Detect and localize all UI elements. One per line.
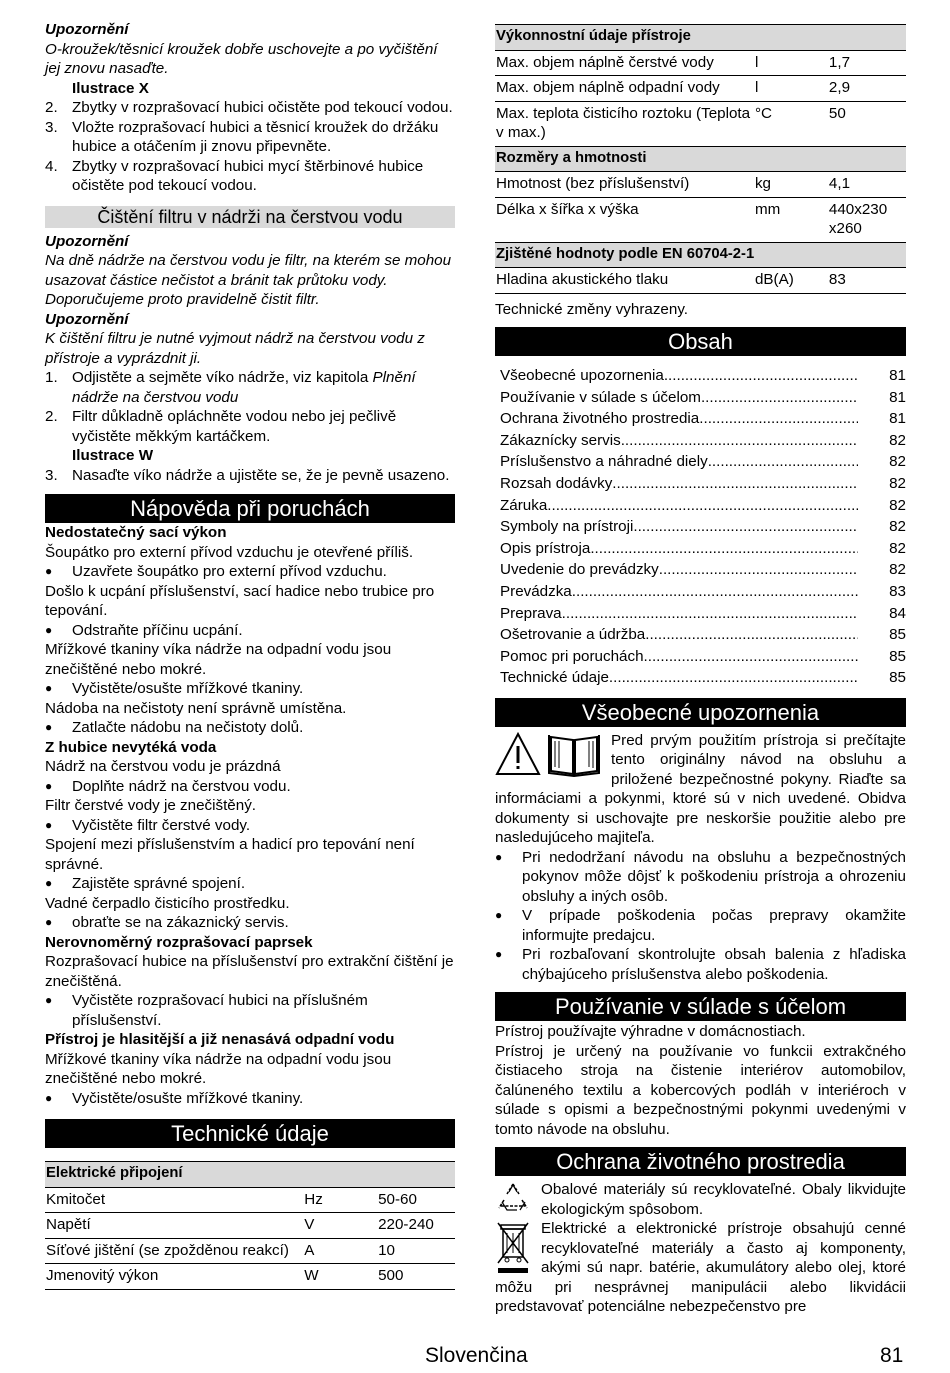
toc-label: Preprava: [500, 604, 562, 622]
toc-label: Ošetrovanie a údržba: [500, 626, 646, 644]
unit-cell: V: [303, 1213, 377, 1239]
value-cell: 1,7: [828, 50, 906, 76]
remedy-item: [45, 913, 455, 933]
table-section-row: [495, 242, 906, 268]
toc-page-number: 85: [889, 626, 906, 644]
toc-entry: [500, 452, 906, 474]
toc-leader-dots: [708, 452, 858, 472]
unit-cell: °C: [754, 101, 828, 146]
remedy-text: Vyčistěte/osušte mřížkové tkaniny.: [72, 1089, 304, 1107]
toc-leader-dots: [664, 366, 858, 386]
toc-entry: [500, 409, 906, 431]
bullet-icon: ●: [495, 908, 503, 923]
remedy-item: [45, 816, 455, 836]
toc-page-number: 82: [889, 496, 906, 514]
intended-use-p2: Prístroj je určený na používanie vo funkcii extrakčného čistiaceho stroja na čistenie interiérov automobilov, čalúneného textilu a kobercových podláh v interiéroch v súlade s opismi a bezpečnostnými pokynmi uvedenými v tomto návode na obsluhu.: [495, 1042, 906, 1138]
recycling-icon: [495, 1180, 531, 1216]
toc-page-number: 81: [889, 388, 906, 406]
general-intro-text: Pred prvým použitím prístroja si prečítajte tento originálny návod na obsluhu a priložené bezpečnostné pokyny. Riaďte sa informáciami a pokynmi, ktoré sú v nich uvedené. Obidva dokumenty si uschovajte pre neskoršie použitie alebo pre nasledujúceho majiteľa.: [495, 731, 906, 847]
toc-leader-dots: [612, 474, 858, 494]
illustration-x-label: Ilustrace X: [72, 79, 149, 97]
step-item: [45, 157, 455, 196]
section-label: Zjištěné hodnoty podle EN 60704-2-1: [495, 242, 906, 268]
table-row: [45, 1238, 455, 1264]
bullet-text: V prípade poškodenia počas prepravy okamžite informujte predajcu.: [522, 907, 906, 944]
left-column: [45, 20, 455, 1290]
toc-leader-dots: [572, 582, 858, 602]
intended-use-p1: Prístroj používajte výhradne v domácnostiach.: [495, 1023, 806, 1041]
remedy-text: Odstraňte příčinu ucpání.: [72, 621, 243, 639]
cause-text: Mřížkové tkaniny víka nádrže na odpadní vodu jsou znečištěné nebo mokré.: [45, 1050, 392, 1087]
toc-entry: [500, 366, 906, 388]
toc-page-number: 81: [889, 367, 906, 384]
general-bullet-item: [495, 906, 906, 945]
general-notes-heading: Všeobecné upozornenia: [495, 698, 906, 727]
performance-spec-table: [495, 24, 906, 294]
toc-leader-dots: [609, 668, 858, 688]
step-item: [45, 98, 455, 118]
parameter-cell: Max. teplota čisticího roztoku (Teplota v max.): [495, 101, 754, 146]
remedy-text: obraťte se na zákaznický servis.: [72, 914, 289, 931]
toc-entry: [500, 604, 906, 626]
toc-label: Technické údaje: [500, 669, 609, 687]
toc-page-number: 83: [889, 582, 906, 600]
toc-label: Opis prístroja: [500, 539, 591, 557]
troubleshooting-heading: Nápověda při poruchách: [45, 494, 455, 523]
table-row: [495, 101, 906, 146]
note-heading: Upozornění: [45, 21, 129, 38]
toc-entry: [500, 539, 906, 561]
table-row: [495, 268, 906, 294]
toc-entry: [500, 388, 906, 410]
remedy-item: [45, 718, 455, 738]
toc-label: Prevádzka: [500, 582, 572, 600]
cause-text: Nádoba na nečistoty není správně umístěna.: [45, 699, 347, 717]
value-cell: 220-240: [377, 1213, 455, 1239]
parameter-cell: Hmotnost (bez příslušenství): [495, 172, 754, 198]
general-bullet-item: [495, 945, 906, 984]
parameter-cell: Max. objem náplně čerstvé vody: [495, 50, 754, 76]
problem-heading: Nedostatečný sací výkon: [45, 524, 227, 541]
toc-entry: [500, 431, 906, 453]
bullet-icon: ●: [45, 876, 53, 890]
table-of-contents: [495, 356, 906, 696]
step-text: Vložte rozprašovací hubici a těsnicí kroužek do držáku hubice a otáčením ji znovu připevněte.: [72, 118, 439, 155]
electrical-spec-table: [45, 1161, 455, 1290]
bullet-icon: ●: [45, 564, 53, 578]
problem-heading: Nerovnoměrný rozprašovací paprsek: [45, 933, 313, 951]
toc-entry: [500, 496, 906, 518]
value-cell: 10: [377, 1238, 455, 1264]
step-number: 4.: [45, 157, 58, 175]
value-cell: 500: [377, 1264, 455, 1290]
section-label: Rozměry a hmotnosti: [495, 146, 906, 172]
note-text: Na dně nádrže na čerstvou vodu je filtr, na kterém se mohou usazovat částice nečistot a bránit tak průtoku vody. Doporučujeme proto pravidelně čistit filtr.: [45, 252, 452, 308]
value-cell: 440x230 x260: [828, 197, 906, 242]
bullet-icon: ●: [45, 817, 53, 832]
toc-page-number: 85: [889, 669, 906, 687]
toc-label: Príslušenstvo a náhradné diely: [500, 453, 708, 471]
unit-cell: A: [303, 1238, 377, 1264]
toc-leader-dots: [590, 539, 858, 559]
bullet-icon: ●: [45, 993, 53, 1007]
toc-entry: [500, 474, 906, 496]
footer-language: Slovenčina: [425, 1344, 528, 1367]
note-text: O-kroužek/těsnicí kroužek dobře uschovejte a po vyčištění jej znovu nasaďte.: [45, 40, 438, 77]
table-row: [45, 1187, 455, 1213]
bullet-icon: ●: [45, 720, 53, 734]
toc-entry: [500, 647, 906, 669]
toc-leader-dots: [645, 625, 858, 645]
cause-text: Šoupátko pro externí přívod vzduchu je otevřené příliš.: [45, 543, 414, 561]
remedy-text: Doplňte nádrž na čerstvou vodu.: [72, 777, 291, 795]
toc-leader-dots: [621, 431, 858, 451]
value-cell: 50: [828, 101, 906, 146]
unit-cell: dB(A): [754, 268, 828, 294]
step-item: [45, 118, 455, 157]
bullet-icon: ●: [45, 915, 53, 929]
remedy-text: Uzavřete šoupátko pro externí přívod vzduchu.: [72, 563, 387, 580]
toc-page-number: 81: [889, 410, 906, 428]
bullet-icon: ●: [45, 622, 53, 637]
toc-label: Symboly na prístroji: [500, 518, 634, 536]
environment-packaging-text: Obalové materiály sú recyklovateľné. Obaly likvidujte ekologickým spôsobom.: [541, 1181, 906, 1218]
toc-page-number: 82: [889, 453, 906, 471]
bullet-icon: ●: [495, 849, 503, 864]
toc-leader-dots: [644, 647, 858, 667]
unit-cell: kg: [754, 172, 828, 198]
cause-text: Nádrž na čerstvou vodu je prázdná: [45, 758, 281, 775]
toc-entry: [500, 625, 906, 647]
troubleshooting-list: [45, 523, 455, 1108]
cause-text: Došlo k ucpání příslušenství, sací hadice nebo trubice pro tepování.: [45, 582, 435, 619]
unit-cell: Hz: [303, 1187, 377, 1213]
table-row: [45, 1213, 455, 1239]
problem-heading: Z hubice nevytéká voda: [45, 738, 217, 756]
toc-label: Pomoc pri poruchách: [500, 647, 644, 665]
illustration-w-label: Ilustrace W: [72, 447, 154, 464]
step-number: 2.: [45, 99, 58, 116]
cause-text: Rozprašovací hubice na příslušenství pro extrakční čištění je znečištěná.: [45, 953, 454, 990]
bullet-icon: ●: [495, 947, 503, 962]
table-row: [45, 1264, 455, 1290]
step-text: Zbytky v rozprašovací hubici mycí štěrbinové hubice očistěte pod tekoucí vodou.: [72, 157, 424, 194]
cause-text: Filtr čerstvé vody je znečištěný.: [45, 797, 257, 814]
toc-page-number: 82: [889, 518, 906, 536]
environment-heading: Ochrana životného prostredia: [495, 1147, 906, 1176]
table-section-row: [495, 146, 906, 172]
table-row: [495, 172, 906, 198]
toc-label: Rozsah dodávky: [500, 474, 613, 492]
parameter-cell: Max. objem náplně odpadní vody: [495, 76, 754, 102]
remedy-text: Zatlačte nádobu na nečistoty dolů.: [72, 719, 304, 736]
parameter-cell: Kmitočet: [45, 1187, 303, 1213]
unit-cell: W: [303, 1264, 377, 1290]
technical-changes-note: Technické změny vyhrazeny.: [495, 300, 689, 318]
right-column: [495, 24, 906, 1317]
step-number: 3.: [45, 118, 58, 136]
step-item: 3. Nasaďte víko nádrže a ujistěte se, že je pevně usazeno.: [45, 466, 450, 484]
bullet-icon: ●: [45, 681, 53, 695]
value-cell: 50-60: [377, 1187, 455, 1213]
parameter-cell: Hladina akustického tlaku: [495, 268, 754, 294]
intended-use-heading: Používanie v súlade s účelom: [495, 992, 906, 1021]
bullet-icon: ●: [45, 1090, 53, 1105]
contents-heading: Obsah: [495, 327, 906, 356]
general-bullet-item: [495, 848, 906, 907]
cause-text: Vadné čerpadlo čisticího prostředku.: [45, 894, 290, 912]
remedy-item: [45, 679, 455, 699]
toc-leader-dots: [633, 517, 858, 537]
section-label: Výkonnostní údaje přístroje: [495, 25, 906, 51]
toc-page-number: 84: [889, 604, 906, 622]
table-row: [495, 197, 906, 242]
general-notes-section: [495, 731, 906, 848]
remedy-text: Zajistěte správné spojení.: [72, 875, 246, 892]
toc-page-number: 82: [889, 539, 906, 557]
page-number: 81: [880, 1344, 904, 1367]
problem-heading: Přístroj je hlasitější a již nenasává odpadní vodu: [45, 1031, 395, 1048]
toc-label: Všeobecné upozornenia: [500, 367, 664, 384]
note-text: K čištění filtru je nutné vyjmout nádrž na čerstvou vodu z přístroje a vyprázdnit ji.: [45, 330, 425, 367]
value-cell: 2,9: [828, 76, 906, 102]
read-manual-book-icon: [547, 731, 601, 777]
remedy-item: [45, 874, 455, 894]
unit-cell: l: [754, 50, 828, 76]
cause-text: Mřížkové tkaniny víka nádrže na odpadní vodu jsou znečištěné nebo mokré.: [45, 641, 392, 678]
parameter-cell: Jmenovitý výkon: [45, 1264, 303, 1290]
toc-page-number: 85: [889, 647, 906, 665]
toc-leader-dots: [699, 409, 858, 429]
toc-entry: [500, 560, 906, 582]
warning-triangle-icon: [495, 731, 541, 777]
parameter-cell: Napětí: [45, 1213, 303, 1239]
remedy-item: [45, 1089, 455, 1109]
general-bullets: [495, 848, 906, 985]
step-item: 2. Filtr důkladně opláchněte vodou nebo jej pečlivě vyčistěte měkkým kartáčkem.: [45, 408, 397, 445]
toc-leader-dots: [562, 604, 858, 624]
remedy-text: Vyčistěte filtr čerstvé vody.: [72, 816, 251, 834]
unit-cell: mm: [754, 197, 828, 242]
toc-page-number: 82: [889, 431, 906, 449]
cause-text: Spojení mezi příslušenstvím a hadicí pro tepování není správné.: [45, 836, 415, 873]
remedy-item: [45, 991, 455, 1030]
note-heading: Upozornění: [45, 232, 129, 250]
toc-leader-dots: [659, 560, 858, 580]
toc-leader-dots: [547, 496, 858, 516]
table-section-row: [45, 1162, 455, 1188]
toc-label: Záruka: [500, 496, 548, 514]
bullet-text: Pri nedodržaní návodu na obsluhu a bezpečnostných pokynov môže dôjsť k poškodeniu prístroja a ohrozeniu obsluhy a iných osôb.: [522, 848, 906, 905]
unit-cell: l: [754, 76, 828, 102]
toc-leader-dots: [701, 388, 858, 408]
note-heading: Upozornění: [45, 310, 129, 328]
steps-list: [45, 98, 455, 196]
toc-label: Ochrana životného prostredia: [500, 410, 700, 428]
toc-label: Používanie v súlade s účelom: [500, 388, 701, 406]
crossed-out-bin-icon: [495, 1219, 531, 1275]
remedy-text: Vyčistěte rozprašovací hubici na příslušném příslušenství.: [72, 992, 368, 1029]
remedy-item: [45, 621, 455, 641]
toc-entry: [500, 582, 906, 604]
remedy-text: Vyčistěte/osušte mřížkové tkaniny.: [72, 680, 304, 697]
parameter-cell: Síťové jištění (se zpožděnou reakcí): [45, 1238, 303, 1264]
section-label: Elektrické připojení: [45, 1162, 455, 1188]
step-text: Zbytky v rozprašovací hubici očistěte pod tekoucí vodou.: [72, 99, 453, 116]
remedy-item: [45, 777, 455, 797]
toc-label: Uvedenie do prevádzky: [500, 561, 659, 579]
filter-section-heading: Čištění filtru v nádrži na čerstvou vodu: [45, 206, 455, 228]
table-section-row: [495, 25, 906, 51]
toc-entry: [500, 517, 906, 539]
toc-page-number: 82: [889, 561, 906, 579]
table-row: [495, 50, 906, 76]
toc-page-number: 82: [889, 474, 906, 492]
technical-data-heading: Technické údaje: [45, 1119, 455, 1148]
toc-label: Zákaznícky servis: [500, 431, 621, 449]
value-cell: 4,1: [828, 172, 906, 198]
step-item: 1. Odjistěte a sejměte víko nádrže, viz kapitola Plnění nádrže na čerstvou vodu: [45, 369, 416, 406]
remedy-item: [45, 562, 455, 582]
toc-entry: [500, 668, 906, 690]
bullet-text: Pri rozbaľovaní skontrolujte obsah balenia z hľadiska chýbajúceho príslušenstva alebo poškodenia.: [522, 946, 906, 983]
parameter-cell: Délka x šířka x výška: [495, 197, 754, 242]
chapter-reference: Plnění nádrže na čerstvou vodu: [72, 369, 416, 406]
value-cell: 83: [828, 268, 906, 294]
bullet-icon: ●: [45, 778, 53, 793]
environment-electrical-text: Elektrické a elektronické prístroje obsahujú cenné recyklovateľné materiály a často aj komponenty, akými sú napr. batérie, akumulátory alebo olej, ktoré môžu pri nesprávnej manipulácii alebo likvidácii predstavovať potenciálne nebezpečenstvo pre: [495, 1220, 906, 1316]
table-row: [495, 76, 906, 102]
